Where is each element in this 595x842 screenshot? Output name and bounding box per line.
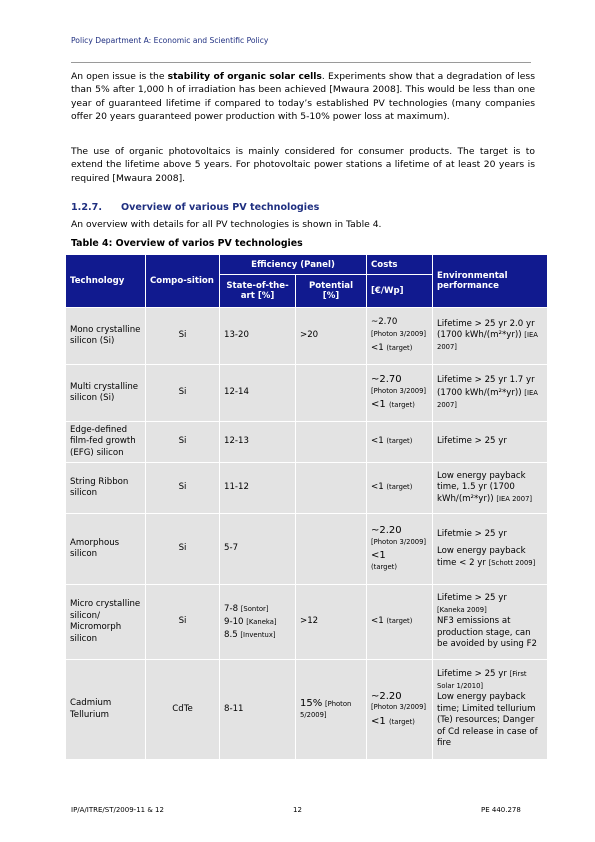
intro-text: An overview with details for all PV technologies is shown in Table 4. [71, 219, 382, 230]
potential-cell: >20 [296, 308, 367, 365]
cost-target-value: <1 [371, 482, 384, 493]
page-number: 12 [293, 806, 302, 814]
environmental-cell [433, 660, 548, 760]
state-line [224, 616, 291, 629]
cost-value: ~2.20 [371, 690, 402, 702]
potential-value: 15% [300, 697, 323, 709]
footer-pe-number: PE 440.278 [481, 806, 521, 814]
section-number: 1.2.7. [71, 202, 102, 213]
technology-cell: String Ribbon silicon [66, 463, 146, 514]
footer-reference: IP/A/ITRE/ST/2009-11 & 12 [71, 806, 164, 814]
state-cell: 5-7 [220, 514, 296, 585]
cost-target-label: (target) [386, 344, 413, 353]
cost-target-label: (target) [386, 483, 413, 492]
costs-cell [367, 365, 433, 422]
environmental-cell: Lifetime > 25 yr [433, 422, 548, 463]
costs-cell [367, 308, 433, 365]
paragraph-stability [71, 70, 535, 123]
composition-cell: Si [146, 365, 220, 422]
cost-target-label: (target) [388, 717, 415, 726]
costs-cell [367, 585, 433, 660]
env-source: [IEA 2007] [496, 494, 533, 503]
env-text: NF3 emissions at production stage, can be avoided by using F2 [437, 616, 538, 650]
header-costs: Costs [367, 255, 433, 275]
state-cell [220, 585, 296, 660]
table-row [66, 514, 548, 585]
table-row [66, 660, 548, 760]
technology-cell: Multi crystalline silicon (Si) [66, 365, 146, 422]
header-rule [71, 62, 531, 63]
env-source: [IEA 2007] [437, 388, 538, 410]
environmental-cell [433, 514, 548, 585]
cost-target-label: (target) [386, 617, 413, 626]
environmental-cell [433, 585, 548, 660]
env-source: [First Solar 1/2010] [437, 670, 527, 690]
cost-target [371, 716, 428, 729]
cost-target-label: (target) [386, 437, 413, 446]
potential-cell [296, 463, 367, 514]
cost-target [371, 343, 428, 355]
technology-cell: Edge-defined film-fed growth (EFG) silicon [66, 422, 146, 463]
environmental-cell [433, 463, 548, 514]
pv-technology-table [65, 254, 548, 760]
env-lifetime: Lifetmie > 25 yr [437, 528, 507, 539]
potential-cell [296, 660, 367, 760]
technology-cell: Amorphous silicon [66, 514, 146, 585]
composition-cell: Si [146, 514, 220, 585]
env-source: [Schott 2009] [488, 558, 536, 567]
cost-value: ~2.70 [371, 374, 402, 386]
header-costs-unit: [€/Wp] [367, 275, 433, 308]
header-technology: Technology [66, 255, 146, 308]
env-text: Low energy payback time < 2 yr [437, 546, 526, 568]
table-row [66, 585, 548, 660]
cost-source: [Photon 3/2009] [371, 703, 427, 712]
cost-target [371, 399, 428, 412]
technology-cell: Mono crystalline silicon (Si) [66, 308, 146, 365]
composition-cell: CdTe [146, 660, 220, 760]
bold-phrase: stability of organic solar cells [167, 71, 322, 82]
cost-source: [Photon 3/2009] [371, 537, 427, 546]
paragraph-text: . Experiments show that a degradation of less than 5% after 1,000 h of irradiation has been achieved [Mwaura 2008]. This would be less than one year of guaranteed lifetime if compared to today’s established PV technologies (many companies offer 20 years guaranteed power production with 5-10% power loss at maximum). [71, 71, 535, 122]
cost-target-value: <1 [371, 550, 386, 561]
state-cell: 12-14 [220, 365, 296, 422]
cost-target-value: <1 [371, 343, 384, 354]
paragraph-organic-use: The use of organic photovoltaics is mainly considered for consumer products. The target is to extend the lifetime above 5 years. For photovoltaic power stations a lifetime of at least 20 years is required [Mwaura 2008]. [71, 146, 535, 184]
costs-cell [367, 422, 433, 463]
header-environmental: Environmental performance [433, 255, 548, 308]
potential-cell [296, 365, 367, 422]
cost-source: [Photon 3/2009] [371, 386, 427, 395]
state-cell: 12-13 [220, 422, 296, 463]
potential-cell: >12 [296, 585, 367, 660]
env-lifetime: Lifetime > 25 yr [437, 669, 507, 680]
header-state-of-the-art: State-of-the-art [%] [220, 275, 296, 308]
env-source: [IEA 2007] [437, 331, 538, 351]
state-value: 9-10 [224, 616, 244, 627]
state-source: [Sontor] [240, 604, 269, 613]
environmental-cell [433, 365, 548, 422]
technology-cell: Cadmium Tellurium [66, 660, 146, 760]
header-efficiency: Efficiency (Panel) [220, 255, 367, 275]
cost-target-label: (target) [371, 562, 397, 571]
state-cell: 13-20 [220, 308, 296, 365]
environmental-cell [433, 308, 548, 365]
costs-cell [367, 514, 433, 585]
header-composition: Compo-sition [146, 255, 220, 308]
composition-cell: Si [146, 585, 220, 660]
potential-source: [Photon 5/2009] [300, 699, 352, 719]
cost-source: [Photon 3/2009] [371, 329, 427, 338]
env-text: Lifetime > 25 yr 2.0 yr (1700 kWh/(m²*yr)) [437, 318, 535, 341]
state-value: 8.5 [224, 629, 238, 640]
table-row [66, 365, 548, 422]
state-line [224, 629, 291, 642]
table-caption: Table 4: Overview of varios PV technologies [71, 238, 303, 249]
technology-cell: Micro crystalline silicon/ Micromorph silicon [66, 585, 146, 660]
env-source: [Kaneka 2009] [437, 605, 487, 614]
costs-cell [367, 463, 433, 514]
state-source: [Inventux] [240, 630, 276, 639]
table-row [66, 463, 548, 514]
env-text: Low energy payback time; Limited tellurium (Te) resources; Danger of Cd release in case of fire [437, 692, 538, 749]
composition-cell: Si [146, 463, 220, 514]
composition-cell: Si [146, 422, 220, 463]
cost-target-label: (target) [388, 401, 415, 410]
state-cell: 8-11 [220, 660, 296, 760]
state-cell: 11-12 [220, 463, 296, 514]
section-title: Overview of various PV technologies [121, 202, 320, 213]
costs-cell [367, 660, 433, 760]
cost-value: ~2.20 [371, 525, 402, 536]
table-row [66, 422, 548, 463]
env-lifetime-line [437, 669, 543, 692]
potential-cell [296, 422, 367, 463]
cost-target-value: <1 [371, 715, 386, 727]
page-header: Policy Department A: Economic and Scientific Policy [71, 36, 269, 45]
cost-target-value: <1 [371, 436, 384, 447]
cost-target-value: <1 [371, 616, 384, 627]
env-lifetime: Lifetime > 25 yr [437, 593, 507, 604]
state-source: [Kaneka] [246, 617, 277, 626]
paragraph-text: An open issue is the [71, 71, 168, 82]
env-text: Low energy payback time, 1.5 yr (1700 kWh/(m²*yr)) [437, 470, 526, 504]
potential-cell [296, 514, 367, 585]
state-value: 7-8 [224, 603, 239, 614]
composition-cell: Si [146, 308, 220, 365]
header-potential: Potential [%] [296, 275, 367, 308]
env-text: Lifetime > 25 yr 1.7 yr (1700 kWh/(m²*yr)) [437, 375, 535, 398]
state-line [224, 603, 291, 616]
cost-target-value: <1 [371, 399, 386, 411]
table-row [66, 308, 548, 365]
cost-value: ~2.70 [371, 317, 398, 328]
section-heading [71, 202, 319, 213]
